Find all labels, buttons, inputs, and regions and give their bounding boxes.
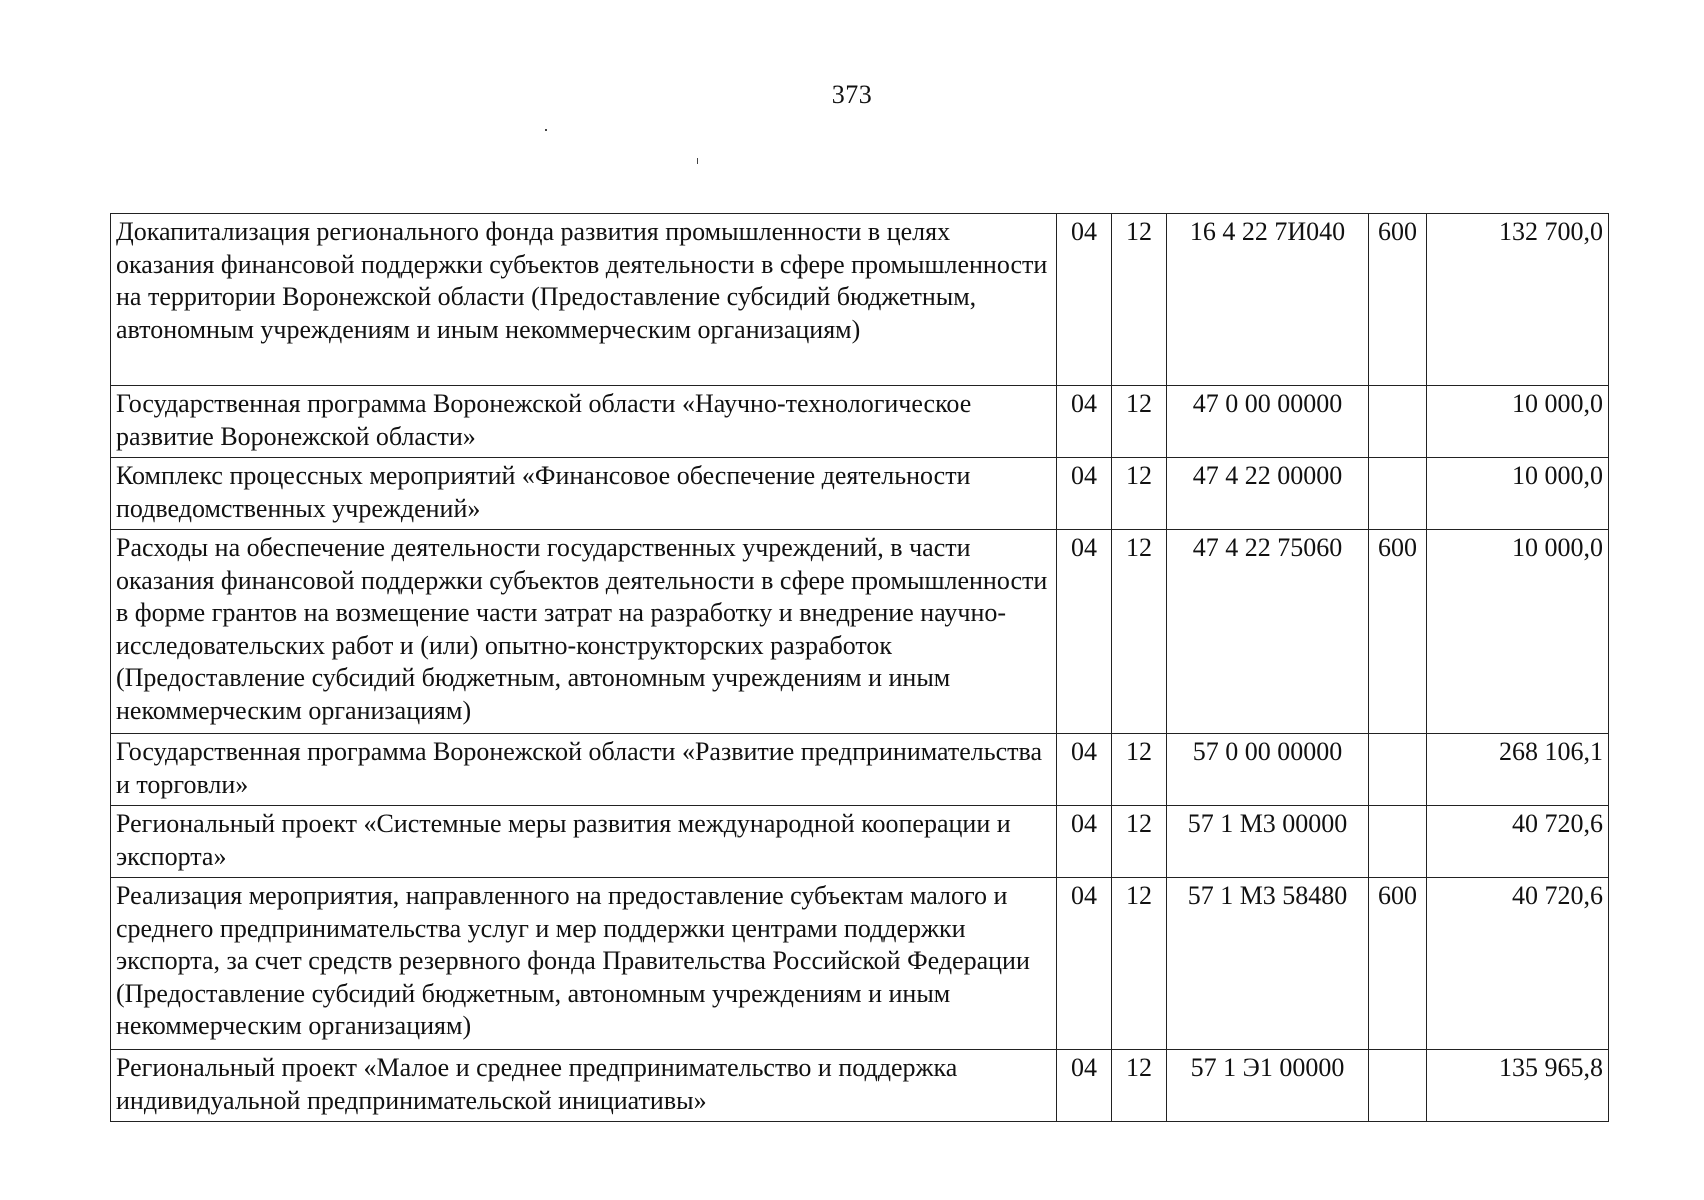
section-code: 04 xyxy=(1057,530,1112,734)
amount: 132 700,0 xyxy=(1427,214,1609,386)
budget-table xyxy=(110,213,1609,1122)
section-code: 04 xyxy=(1057,878,1112,1050)
section-code: 04 xyxy=(1057,386,1112,458)
table-row xyxy=(111,806,1609,878)
target-article-code: 57 1 М3 00000 xyxy=(1167,806,1369,878)
expense-name: Реализация мероприятия, направленного на предоставление субъектам малого и среднего предпринимательства услуг и мер поддержки центрами поддержки экспорта, за счет средств резервного фонда Правительства Российской Федерации (Предоставление субсидий бюджетным, автономным учреждениям и иным некоммерческим организациям) xyxy=(111,878,1057,1050)
scan-speck xyxy=(697,158,698,164)
subsection-code: 12 xyxy=(1112,878,1167,1050)
scan-speck xyxy=(545,129,547,131)
target-article-code: 47 0 00 00000 xyxy=(1167,386,1369,458)
expense-type-code xyxy=(1369,734,1427,806)
section-code: 04 xyxy=(1057,806,1112,878)
section-code: 04 xyxy=(1057,1050,1112,1122)
section-code: 04 xyxy=(1057,458,1112,530)
expense-name: Расходы на обеспечение деятельности государственных учреждений, в части оказания финансовой поддержки субъектов деятельности в сфере промышленности в форме грантов на возмещение части затрат на разработку и внедрение научно-исследовательских работ и (или) опытно-конструкторских разработок (Предоставление субсидий бюджетным, автономным учреждениям и иным некоммерческим организациям) xyxy=(111,530,1057,734)
expense-name: Докапитализация регионального фонда развития промышленности в целях оказания финансовой поддержки субъектов деятельности в сфере промышленности на территории Воронежской области (Предоставление субсидий бюджетным, автономным учреждениям и иным некоммерческим организациям) xyxy=(111,214,1057,386)
subsection-code: 12 xyxy=(1112,734,1167,806)
expense-type-code xyxy=(1369,806,1427,878)
table-row xyxy=(111,734,1609,806)
target-article-code: 57 1 Э1 00000 xyxy=(1167,1050,1369,1122)
amount: 10 000,0 xyxy=(1427,458,1609,530)
table-row xyxy=(111,530,1609,734)
target-article-code: 47 4 22 75060 xyxy=(1167,530,1369,734)
expense-type-code xyxy=(1369,1050,1427,1122)
amount: 10 000,0 xyxy=(1427,386,1609,458)
subsection-code: 12 xyxy=(1112,214,1167,386)
amount: 40 720,6 xyxy=(1427,878,1609,1050)
target-article-code: 57 0 00 00000 xyxy=(1167,734,1369,806)
expense-name: Государственная программа Воронежской области «Развитие предпринимательства и торговли» xyxy=(111,734,1057,806)
amount: 10 000,0 xyxy=(1427,530,1609,734)
section-code: 04 xyxy=(1057,734,1112,806)
expense-name: Региональный проект «Малое и среднее предпринимательство и поддержка индивидуальной предпринимательской инициативы» xyxy=(111,1050,1057,1122)
subsection-code: 12 xyxy=(1112,530,1167,734)
table-row xyxy=(111,386,1609,458)
amount: 268 106,1 xyxy=(1427,734,1609,806)
expense-name: Региональный проект «Системные меры развития международной кооперации и экспорта» xyxy=(111,806,1057,878)
amount: 40 720,6 xyxy=(1427,806,1609,878)
table-row xyxy=(111,878,1609,1050)
expense-type-code: 600 xyxy=(1369,530,1427,734)
expense-type-code: 600 xyxy=(1369,878,1427,1050)
table-row xyxy=(111,214,1609,386)
expense-name: Комплекс процессных мероприятий «Финансовое обеспечение деятельности подведомственных учреждений» xyxy=(111,458,1057,530)
section-code: 04 xyxy=(1057,214,1112,386)
subsection-code: 12 xyxy=(1112,1050,1167,1122)
expense-type-code xyxy=(1369,458,1427,530)
subsection-code: 12 xyxy=(1112,458,1167,530)
expense-type-code: 600 xyxy=(1369,214,1427,386)
subsection-code: 12 xyxy=(1112,806,1167,878)
target-article-code: 47 4 22 00000 xyxy=(1167,458,1369,530)
target-article-code: 16 4 22 7И040 xyxy=(1167,214,1369,386)
expense-type-code xyxy=(1369,386,1427,458)
table-row xyxy=(111,458,1609,530)
page-number: 373 xyxy=(831,80,873,109)
subsection-code: 12 xyxy=(1112,386,1167,458)
expense-name: Государственная программа Воронежской области «Научно-технологическое развитие Воронежской области» xyxy=(111,386,1057,458)
target-article-code: 57 1 М3 58480 xyxy=(1167,878,1369,1050)
table-row xyxy=(111,1050,1609,1122)
amount: 135 965,8 xyxy=(1427,1050,1609,1122)
